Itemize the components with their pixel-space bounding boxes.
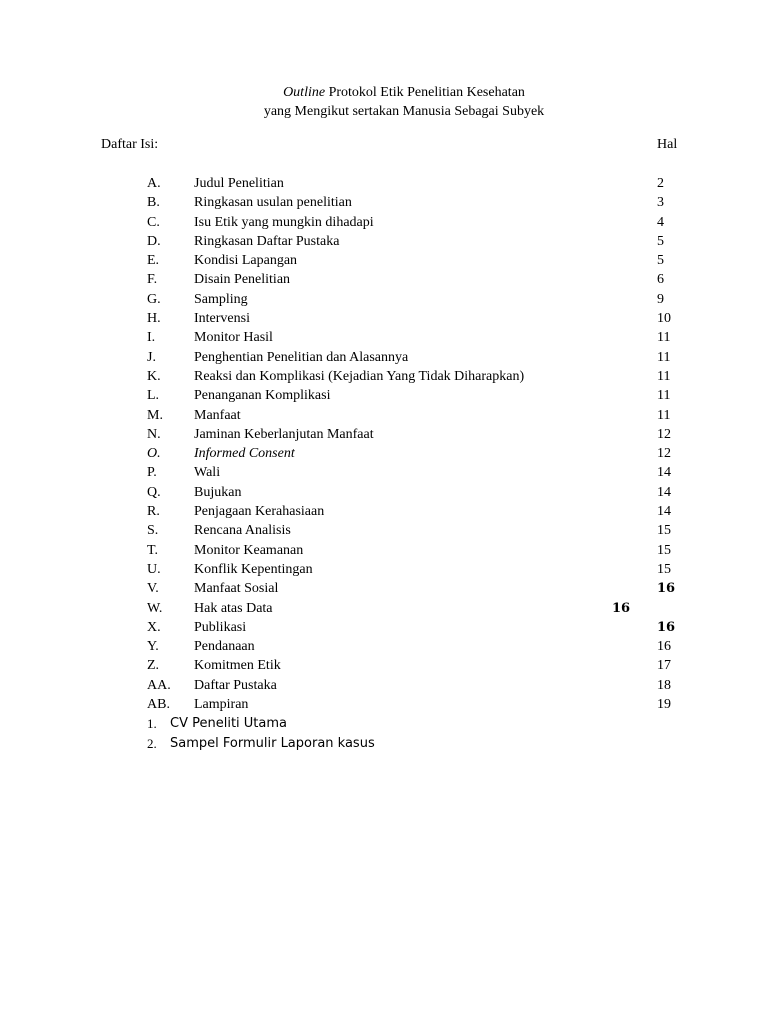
toc-title: Pendanaan bbox=[194, 639, 255, 655]
toc-row bbox=[0, 695, 768, 714]
toc-title: Isu Etik yang mungkin dihadapi bbox=[194, 214, 374, 230]
toc-title: Daftar Pustaka bbox=[194, 677, 277, 693]
toc-title: Jaminan Keberlanjutan Manfaat bbox=[194, 426, 374, 442]
toc-title: Penanganan Komplikasi bbox=[194, 388, 331, 404]
toc-row bbox=[0, 251, 768, 270]
toc-page: 16 bbox=[657, 619, 676, 635]
toc-row bbox=[0, 463, 768, 482]
toc-row bbox=[0, 502, 768, 521]
document-subtitle: yang Mengikut sertakan Manusia Sebagai Subyek bbox=[263, 104, 545, 119]
toc-title: Informed Consent bbox=[194, 446, 295, 462]
toc-page: 2 bbox=[657, 176, 664, 191]
toc-row bbox=[0, 213, 768, 232]
toc-letter: D. bbox=[147, 233, 161, 249]
toc-title: Ringkasan usulan penelitian bbox=[194, 195, 352, 211]
toc-page: 11 bbox=[657, 407, 671, 423]
toc-row bbox=[0, 579, 768, 598]
toc-title: Manfaat Sosial bbox=[194, 581, 279, 597]
toc-letter: S. bbox=[147, 523, 159, 539]
toc-page: 16 bbox=[657, 639, 671, 655]
toc-page: 6 bbox=[657, 272, 664, 288]
toc-row bbox=[0, 406, 768, 425]
toc-page: 11 bbox=[657, 368, 671, 384]
toc-letter: Z. bbox=[147, 658, 160, 674]
toc-title: Wali bbox=[194, 465, 221, 481]
toc-letter: AA. bbox=[147, 677, 171, 693]
toc-title: Monitor Keamanan bbox=[194, 542, 304, 558]
toc-page: 17 bbox=[657, 658, 671, 674]
toc-page: 3 bbox=[657, 195, 664, 211]
toc-page: 15 bbox=[657, 542, 671, 558]
toc-letter: AB. bbox=[147, 697, 170, 713]
toc-page: 14 bbox=[657, 484, 671, 500]
toc-title: Konflik Kepentingan bbox=[194, 561, 313, 577]
attachment-label: Sampel Formulir Laporan kasus bbox=[170, 735, 375, 751]
toc-page: 11 bbox=[657, 330, 671, 346]
toc-title: Monitor Hasil bbox=[194, 330, 273, 346]
toc-letter: U. bbox=[147, 561, 161, 577]
toc-page: 15 bbox=[657, 561, 671, 577]
toc-title: Rencana Analisis bbox=[194, 523, 291, 539]
toc-page: 14 bbox=[657, 465, 671, 481]
toc-letter: V. bbox=[147, 581, 159, 597]
toc-heading: Daftar Isi: bbox=[101, 137, 159, 152]
toc-page: 4 bbox=[657, 214, 664, 230]
toc-page: 18 bbox=[657, 677, 671, 693]
toc-row bbox=[0, 599, 768, 618]
toc-row bbox=[0, 425, 768, 444]
document-title bbox=[0, 84, 768, 102]
toc-letter: N. bbox=[147, 426, 161, 442]
toc-page: 12 bbox=[657, 426, 671, 442]
toc-title: Disain Penelitian bbox=[194, 272, 291, 288]
toc-title: Penjagaan Kerahasiaan bbox=[194, 504, 325, 520]
toc-page: 16 bbox=[612, 600, 631, 616]
toc-row bbox=[0, 290, 768, 309]
toc-title: Komitmen Etik bbox=[194, 658, 281, 674]
toc-letter: M. bbox=[147, 407, 163, 423]
toc-row bbox=[0, 348, 768, 367]
toc-letter: R. bbox=[147, 504, 160, 520]
toc-letter: X. bbox=[147, 619, 161, 635]
toc-title: Reaksi dan Komplikasi (Kejadian Yang Tidak Diharapkan) bbox=[194, 368, 525, 384]
toc-letter: T. bbox=[147, 542, 159, 558]
toc-letter: J. bbox=[147, 349, 156, 365]
toc-row bbox=[0, 637, 768, 656]
toc-row bbox=[0, 270, 768, 289]
attachment-list bbox=[0, 714, 768, 753]
toc-row bbox=[0, 483, 768, 502]
toc-title: Kondisi Lapangan bbox=[194, 253, 298, 269]
toc-row bbox=[0, 541, 768, 560]
toc-row bbox=[0, 618, 768, 637]
toc-row bbox=[0, 560, 768, 579]
toc-letter: A. bbox=[147, 176, 161, 191]
toc-page: 19 bbox=[657, 697, 671, 713]
attachment-number: 2. bbox=[147, 735, 157, 751]
toc-row bbox=[0, 309, 768, 328]
title-text: Protokol Etik Penelitian Kesehatan bbox=[325, 85, 525, 100]
toc-row bbox=[0, 444, 768, 463]
toc-row bbox=[0, 174, 768, 193]
toc-title: Ringkasan Daftar Pustaka bbox=[194, 233, 340, 249]
toc-letter: K. bbox=[147, 368, 161, 384]
toc-row bbox=[0, 232, 768, 251]
toc-page: 16 bbox=[657, 581, 676, 597]
toc-page: 9 bbox=[657, 291, 664, 307]
toc-title: Publikasi bbox=[194, 619, 247, 635]
toc-row bbox=[0, 521, 768, 540]
toc-row bbox=[0, 328, 768, 347]
toc-row bbox=[0, 676, 768, 695]
toc-title: Hak atas Data bbox=[194, 600, 273, 616]
toc-title: Bujukan bbox=[194, 484, 242, 500]
toc-letter: P. bbox=[147, 465, 157, 481]
toc-page: 11 bbox=[657, 388, 671, 404]
attachment-item bbox=[0, 734, 768, 754]
page-column-heading: Hal bbox=[657, 137, 678, 152]
toc-letter: W. bbox=[147, 600, 163, 616]
toc-row bbox=[0, 656, 768, 675]
toc-page: 5 bbox=[657, 233, 664, 249]
toc-page: 12 bbox=[657, 446, 671, 462]
toc-letter: C. bbox=[147, 214, 160, 230]
toc-title: Penghentian Penelitian dan Alasannya bbox=[194, 349, 409, 365]
toc-title: Manfaat bbox=[194, 407, 241, 423]
toc-letter: F. bbox=[147, 272, 158, 288]
toc-letter: Q. bbox=[147, 484, 161, 500]
toc-letter: H. bbox=[147, 311, 161, 327]
toc-title: Lampiran bbox=[194, 697, 249, 713]
toc-letter: I. bbox=[147, 330, 156, 346]
toc-letter: B. bbox=[147, 195, 160, 211]
toc-page: 10 bbox=[657, 311, 671, 327]
title-italic-word: Outline bbox=[283, 85, 326, 100]
table-of-contents bbox=[0, 174, 768, 714]
toc-page: 11 bbox=[657, 349, 671, 365]
attachment-number: 1. bbox=[147, 716, 157, 731]
toc-page: 15 bbox=[657, 523, 671, 539]
toc-title: Judul Penelitian bbox=[194, 176, 284, 191]
toc-row bbox=[0, 386, 768, 405]
toc-page: 14 bbox=[657, 504, 671, 520]
toc-letter: L. bbox=[147, 388, 160, 404]
toc-letter: O. bbox=[147, 446, 161, 462]
toc-letter: E. bbox=[147, 253, 160, 269]
attachment-label: CV Peneliti Utama bbox=[170, 716, 287, 731]
toc-title: Intervensi bbox=[194, 311, 250, 327]
toc-title: Sampling bbox=[194, 291, 248, 307]
toc-page: 5 bbox=[657, 253, 664, 269]
toc-row bbox=[0, 193, 768, 212]
attachment-item bbox=[0, 714, 768, 734]
toc-row bbox=[0, 367, 768, 386]
toc-letter: Y. bbox=[147, 639, 159, 655]
toc-letter: G. bbox=[147, 291, 161, 307]
